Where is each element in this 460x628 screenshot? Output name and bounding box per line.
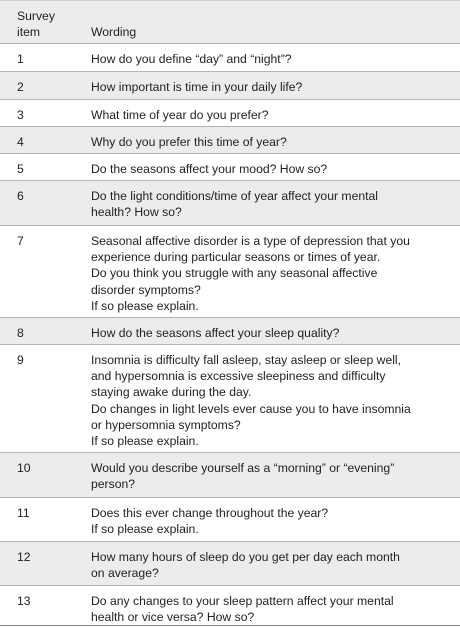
survey-item-number: 5 xyxy=(17,162,24,176)
table-row xyxy=(0,345,460,453)
wording-line: Do you think you struggle with any seasonal affective xyxy=(91,266,378,281)
survey-item-column-header xyxy=(17,9,55,40)
wording-column-header: Wording xyxy=(91,25,137,39)
wording-line: health or vice versa? How so? xyxy=(91,610,255,625)
survey-item-number: 3 xyxy=(17,108,24,122)
wording-line: If so please explain. xyxy=(91,434,199,449)
survey-item-wording xyxy=(91,352,451,449)
wording-line: and hypersomnia is excessive sleepiness and difficulty xyxy=(91,369,386,384)
wording-line: Do changes in light levels ever cause you to have insomnia xyxy=(91,401,411,416)
table-row xyxy=(0,318,460,345)
survey-item-number: 11 xyxy=(17,506,30,520)
table-row xyxy=(0,127,460,154)
wording-line: What time of year do you prefer? xyxy=(91,108,269,122)
survey-item-wording xyxy=(91,161,451,177)
table-row xyxy=(0,44,460,72)
survey-item-number: 8 xyxy=(17,326,24,340)
survey-item-number: 6 xyxy=(17,189,24,203)
survey-item-wording xyxy=(91,51,451,67)
wording-line: Why do you prefer this time of year? xyxy=(91,135,287,149)
survey-item-wording xyxy=(91,79,451,95)
wording-line: or hypersomnia symptoms? xyxy=(91,417,241,432)
survey-item-wording xyxy=(91,460,451,492)
survey-item-wording xyxy=(91,325,451,341)
wording-line: How do the seasons affect your sleep quality? xyxy=(91,326,340,340)
survey-item-wording xyxy=(91,593,451,625)
survey-item-header-line-1: Survey xyxy=(17,9,55,23)
wording-line: staying awake during the day. xyxy=(91,385,252,400)
wording-line: disorder symptoms? xyxy=(91,282,201,297)
survey-item-number: 7 xyxy=(17,234,24,248)
table-row xyxy=(0,453,460,498)
wording-line: If so please explain. xyxy=(91,522,199,537)
wording-line: Do the light conditions/time of year affect your mental xyxy=(91,189,379,203)
survey-item-number: 4 xyxy=(17,135,24,149)
table-row xyxy=(0,498,460,542)
survey-item-wording xyxy=(91,549,451,581)
survey-item-wording xyxy=(91,107,451,123)
wording-line: Do the seasons affect your mood? How so? xyxy=(91,162,328,176)
wording-line: If so please explain. xyxy=(91,298,199,313)
survey-item-wording xyxy=(91,134,451,150)
survey-item-wording xyxy=(91,505,451,537)
wording-line: experience during particular seasons or times of year. xyxy=(91,250,381,265)
table-row xyxy=(0,586,460,626)
table-row xyxy=(0,181,460,226)
table-row xyxy=(0,100,460,127)
wording-line: Insomnia is difficulty fall asleep, stay asleep or sleep well, xyxy=(91,353,402,367)
table-row xyxy=(0,72,460,100)
survey-item-number: 13 xyxy=(17,594,31,608)
wording-line: How important is time in your daily life? xyxy=(91,80,303,94)
survey-item-number: 1 xyxy=(17,52,24,66)
survey-item-wording xyxy=(91,233,451,314)
survey-item-number: 9 xyxy=(17,353,24,367)
wording-line: How many hours of sleep do you get per day each month xyxy=(91,550,400,564)
wording-line: on average? xyxy=(91,566,159,581)
table-row xyxy=(0,154,460,181)
wording-line: How do you define “day” and “night”? xyxy=(91,52,292,66)
wording-line: Would you describe yourself as a “morning” or “evening” xyxy=(91,461,395,475)
wording-line: person? xyxy=(91,477,136,492)
wording-line: Do any changes to your sleep pattern affect your mental xyxy=(91,594,394,608)
table-row xyxy=(0,542,460,586)
wording-line: Seasonal affective disorder is a type of depression that you xyxy=(91,234,410,248)
table-row xyxy=(0,226,460,318)
table-header xyxy=(0,0,460,44)
survey-item-header-line-2: item xyxy=(17,24,41,39)
survey-item-number: 10 xyxy=(17,461,31,475)
wording-line: health? How so? xyxy=(91,205,182,220)
survey-item-wording xyxy=(91,188,451,220)
wording-line: Does this ever change throughout the year? xyxy=(91,506,329,520)
survey-item-number: 12 xyxy=(17,550,31,564)
survey-item-number: 2 xyxy=(17,80,24,94)
